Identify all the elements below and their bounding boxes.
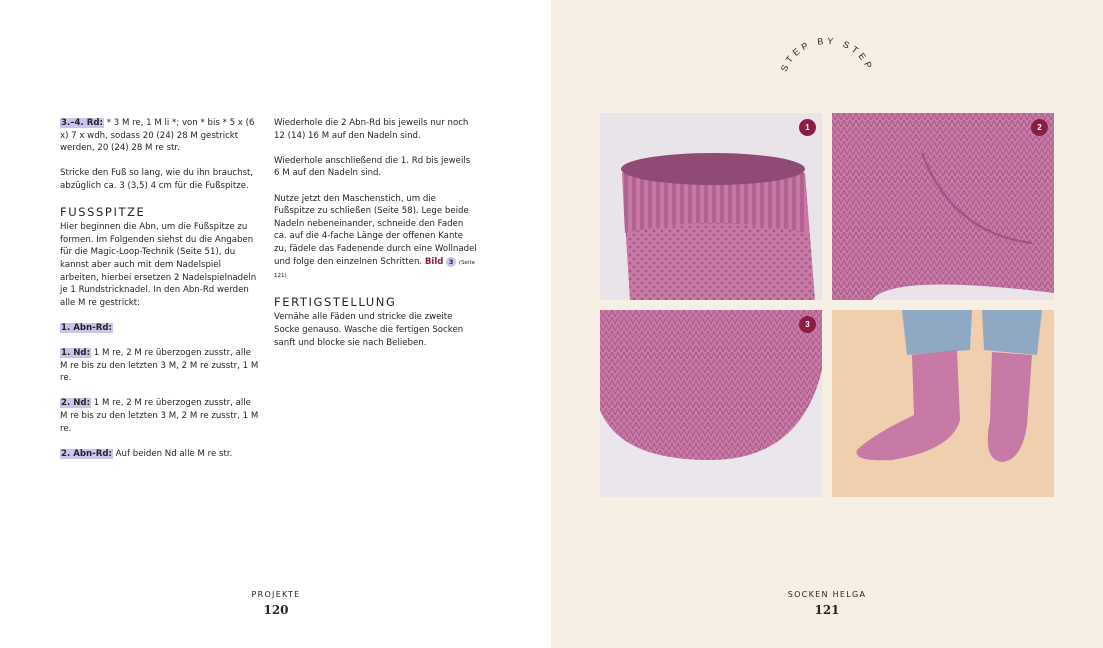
step-badge-3: 3 (799, 316, 816, 333)
section-heading-fertigstellung: FERTIGSTELLUNG (274, 295, 397, 310)
paragraph-repeat-round: Wiederhole anschließend die 1. Rd bis jeweils 6 M auf den Nadeln sind. (274, 155, 471, 179)
image-number-badge: 3 (446, 257, 456, 267)
svg-text:STEP BY STEP (779, 36, 875, 73)
round-label: 2. Abn-Rd: (61, 448, 112, 459)
paragraph-text: 1 M re, 2 M re überzogen zusstr, alle M re bis zu den letzten 3 M, 2 M re zusstr, 1 M re. (60, 348, 259, 384)
paragraph-text: Auf beiden Nd alle M re str. (112, 448, 233, 459)
paragraph-text: * 3 M re, 1 M li *; von * bis * 5 x (6 x) 7 x wdh, sodass 20 (24) 28 M gestrickt werden, 20 (24) 28 M re str. (60, 118, 255, 154)
page-number: 121 (814, 603, 840, 617)
text-column-1 (60, 117, 260, 473)
photo-step-2-heel-detail (832, 113, 1054, 300)
text-column-2 (274, 117, 478, 362)
paragraph-abn-rd-2 (60, 448, 260, 461)
needle-label: 2. Nd: (61, 398, 91, 409)
step-badge-2: 2 (1031, 119, 1048, 136)
round-label: 3.–4. Rd: (61, 118, 103, 128)
page-number: 120 (263, 603, 289, 617)
paragraph-text: Nutze jetzt den Maschenstich, um die Fußspitze zu schließen (Seite 58). Lege beide Nadeln nebeneinander, schneide den Faden ca. auf die 4-fache Länge der offenen Kante zu, fädele das Fadenende durch eine Wollnadel und folge den einzelnen Schritten. (274, 193, 477, 267)
paragraph-abn-rd-1 (60, 322, 260, 335)
photo-finished-socks-worn (832, 310, 1054, 497)
arc-text: STEP BY STEP (778, 35, 876, 73)
paragraph-foot-length: Stricke den Fuß so lang, wie du ihn brauchst, abzüglich ca. 3 (3,5) 4 cm für die Fußspitze. (60, 168, 254, 191)
photo-step-1-sock-cuff (600, 113, 822, 300)
section-heading-fussspitze: FUSSSPITZE (60, 205, 146, 220)
page-reference: (Seite 121) (274, 259, 476, 280)
needle-label: 1. Nd: (61, 348, 91, 359)
step-badge-1: 1 (799, 119, 816, 136)
paragraph-finishing: Vernähe alle Fäden und stricke die zweite Socke genauso. Wasche die fertigen Socken sanft und blocke sie nach Belieben. (274, 312, 464, 348)
paragraph-repeat-abn: Wiederhole die 2 Abn-Rd bis jeweils nur noch 12 (14) 16 M auf den Nadeln sind. (274, 118, 469, 141)
image-reference: Bild (424, 256, 444, 267)
paragraph-kitchener (274, 193, 478, 283)
footer-section-label: PROJEKTE (251, 590, 301, 599)
photo-step-3-toe-closeup (600, 310, 822, 497)
step-by-step-arc-heading (767, 28, 887, 88)
paragraph-toe-intro: Hier beginnen die Abn, um die Fußspitze zu formen. Im Folgenden siehst du die Angaben für die Magic-Loop-Technik (Seite 51), du kannst aber auch mit dem Nadelspiel arbeiten, hierbei ersetzen 2 Nadelspielnadeln je 1 Rundstricknadel. In den Abn-Rd werden alle M re gestrickt: (60, 222, 257, 308)
footer-section-label: SOCKEN HELGA (787, 590, 867, 599)
round-label: 1. Abn-Rd: (61, 322, 112, 333)
paragraph-needle-1 (60, 347, 260, 385)
paragraph-text: 1 M re, 2 M re überzogen zusstr, alle M re bis zu den letzten 3 M, 2 M re zusstr, 1 M re. (60, 398, 259, 434)
paragraph-rounds-3-4 (60, 117, 260, 155)
paragraph-needle-2 (60, 397, 260, 435)
